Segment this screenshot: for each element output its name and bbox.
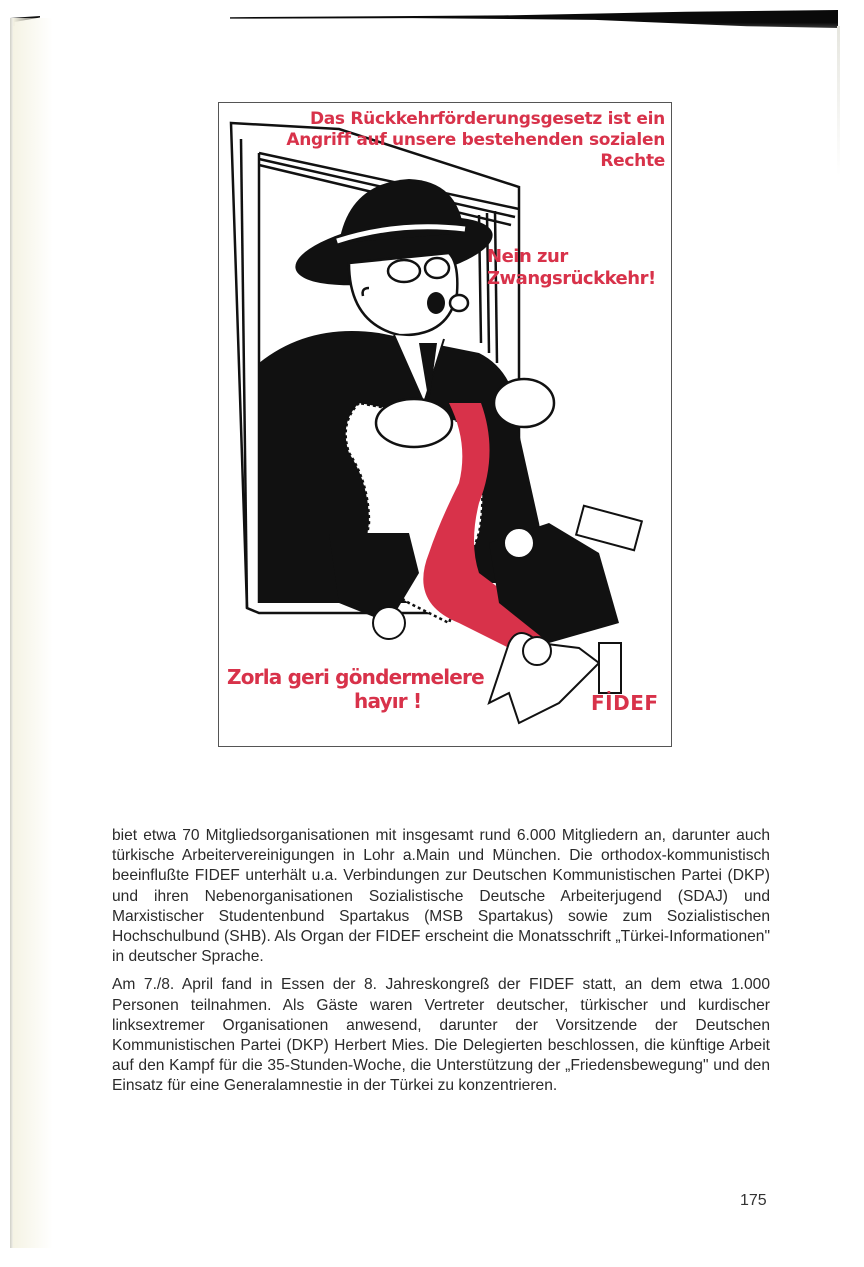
poster-slogan-turkish-line1: Zorla geri göndermelere — [227, 665, 484, 689]
scan-page-edge-right — [837, 26, 840, 176]
poster-slogan-german-line2: Zwangsrückkehr! — [487, 268, 656, 289]
poster-slogan-turkish — [227, 665, 507, 713]
cartoon-drawing — [219, 103, 671, 746]
page-number: 175 — [740, 1192, 767, 1209]
poster-slogan-turkish-line2: hayır ! — [354, 689, 422, 713]
poster-headline: Das Rückkehrförderungsgesetz ist ein Angriff auf unsere bestehenden sozialen Rechte — [286, 109, 665, 171]
paragraph: biet etwa 70 Mitgliedsorganisationen mit insgesamt rund 6.000 Mitgliedern an, darunter auch türkische Arbeitervereinigungen in Lohr a.Main und München. Die orthodox-kommunistisch beeinflußte FIDEF unterhält u.a. Verbindungen zur Deutschen Kommunistischen Partei (DKP) und ihren Nebenorganisationen Sozialistische Deutsche Arbeiterjugend (SDAJ) und Marxistischer Studentenbund Spartakus (MSB Spartakus) sowie zum Sozialistischen Hochschulbund (SHB). Als Organ der FIDEF erscheint die Monatsschrift „Türkei-Informationen" in deutscher Sprache. — [112, 827, 770, 966]
poster-illustration — [218, 102, 672, 747]
scan-shadow-top — [230, 10, 838, 28]
scan-gutter-shade — [13, 18, 53, 1248]
poster-organization-logo: FİDEF — [591, 691, 659, 715]
paragraph: Am 7./8. April fand in Essen der 8. Jahreskongreß der FIDEF statt, an dem etwa 1.000 Personen teilnahmen. Als Gäste waren Vertreter deutscher, türkischer und kurdischer linksextremer Organisationen anwesend, darunter der Vorsitzende der Deutschen Kommunistischen Partei (DKP) Herbert Mies. Die Delegierten beschlossen, die künftige Arbeit auf den Kampf für die 35-Stunden-Woche, die Unterstützung der „Friedensbewegung" und den Einsatz für eine Generalamnestie in der Türkei zu konzentrieren. — [112, 976, 770, 1095]
poster-slogan-german — [487, 246, 672, 290]
body-text — [112, 826, 770, 1105]
poster-slogan-german-line1: Nein zur — [487, 246, 568, 267]
